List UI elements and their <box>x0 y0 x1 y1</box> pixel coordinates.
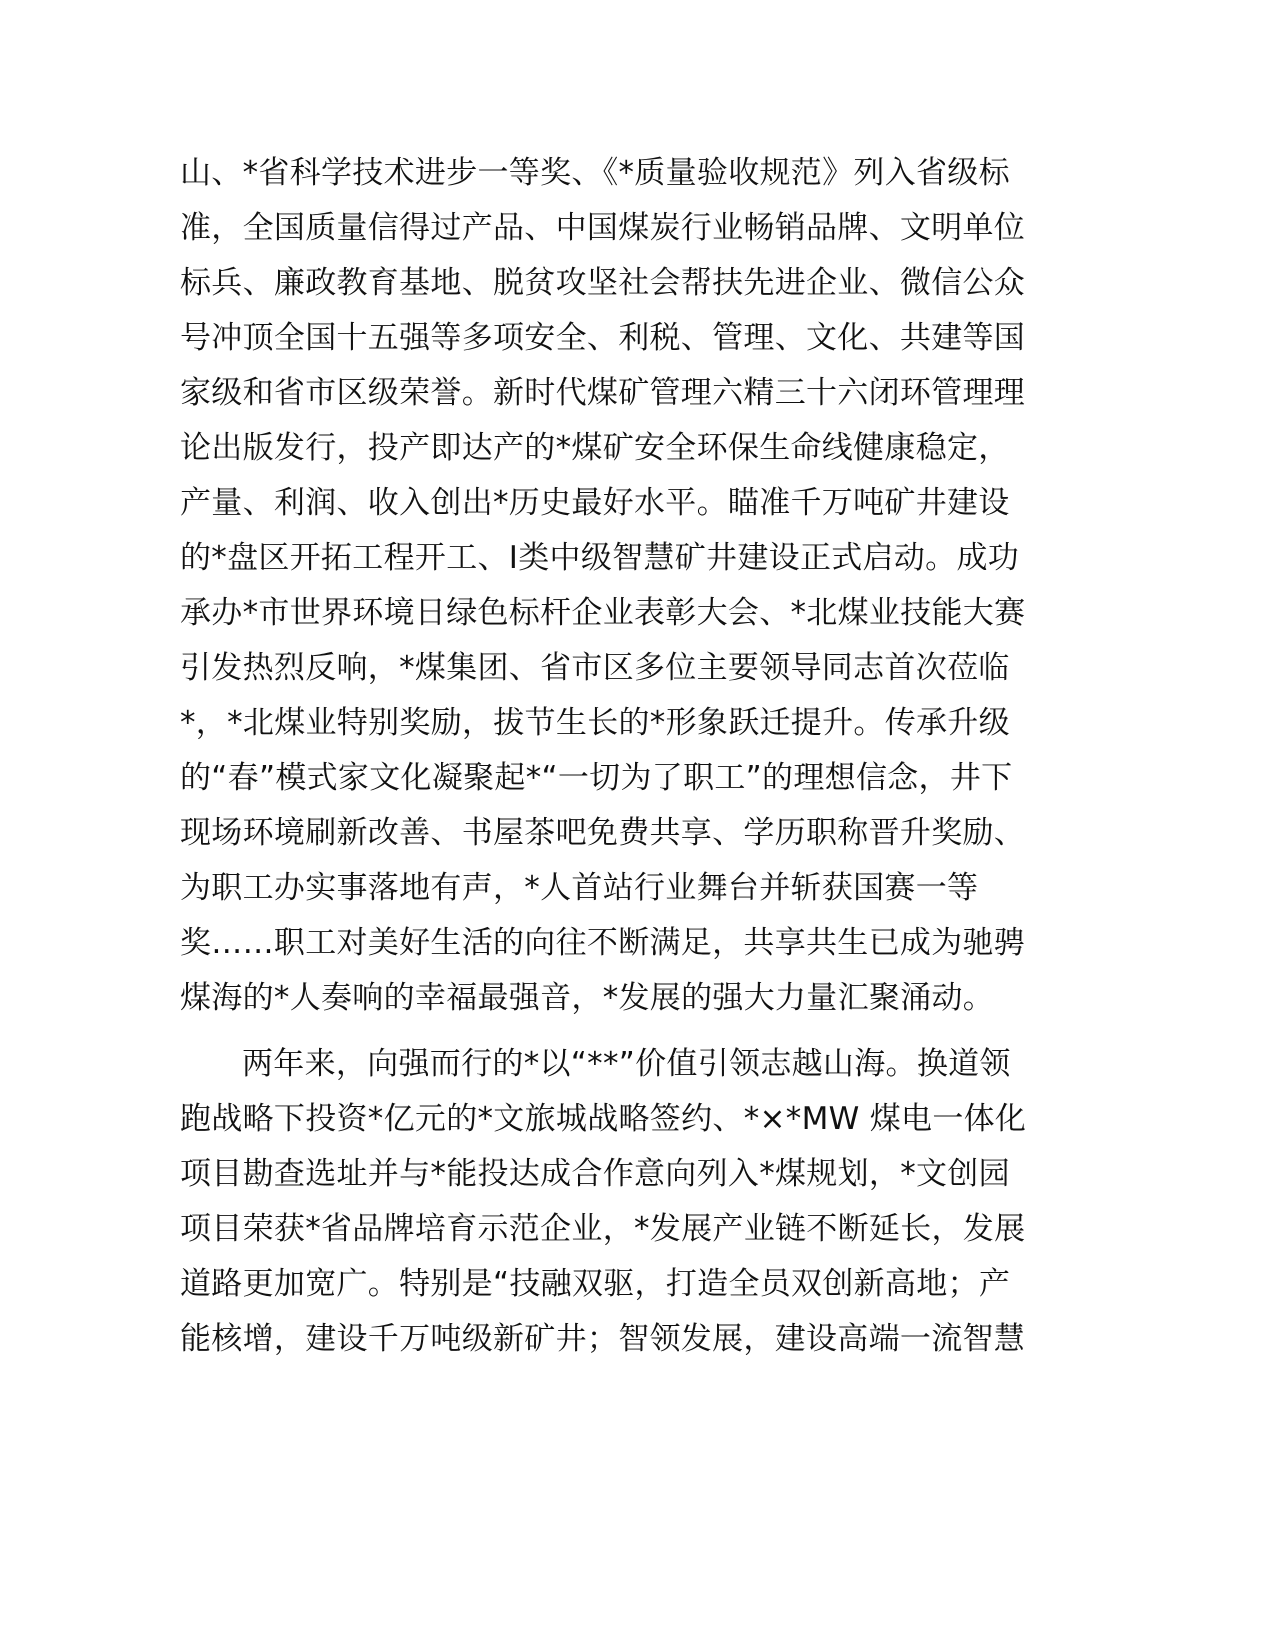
text-line: 道路更加宽广。特别是“技融双驱，打造全员双创新高地；产 <box>180 1266 1011 1302</box>
text-line-indented: 两年来，向强而行的*以“**”价值引领志越山海。换道领 <box>242 1046 1011 1082</box>
text-line: 跑战略下投资*亿元的*文旅城战略签约、*×*MW 煤电一体化 <box>180 1101 1027 1137</box>
paragraph-2 <box>180 1037 1040 1367</box>
text-line: 论出版发行，投产即达产的*煤矿安全环保生命线健康稳定， <box>180 430 1010 466</box>
text-line: 产量、利润、收入创出*历史最好水平。瞄准千万吨矿井建设 <box>180 485 1010 521</box>
text-line: 号冲顶全国十五强等多项安全、利税、管理、文化、共建等国 <box>180 320 1026 356</box>
text-line: 山、*省科学技术进步一等奖、《*质量验收规范》列入省级标 <box>180 155 1010 191</box>
document-body <box>180 146 1040 1367</box>
text-line: 家级和省市区级荣誉。新时代煤矿管理六精三十六闭环管理理 <box>180 375 1026 411</box>
text-line: 现场环境刷新改善、书屋茶吧免费共享、学历职称晋升奖励、 <box>180 815 1026 851</box>
text-line: 项目勘查选址并与*能投达成合作意向列入*煤规划，*文创园 <box>180 1156 1010 1192</box>
text-line: 的“春”模式家文化凝聚起*“一切为了职工”的理想信念，井下 <box>180 760 1013 796</box>
text-line: 引发热烈反响，*煤集团、省市区多位主要领导同志首次莅临 <box>180 650 1010 686</box>
text-line: 准，全国质量信得过产品、中国煤炭行业畅销品牌、文明单位 <box>180 210 1026 246</box>
text-line: 标兵、廉政教育基地、脱贫攻坚社会帮扶先进企业、微信公众 <box>180 265 1026 301</box>
text-line: *，*北煤业特别奖励，拔节生长的*形象跃迁提升。传承升级 <box>180 705 1010 741</box>
paragraph-spacer <box>180 1026 1040 1037</box>
text-line: 奖……职工对美好生活的向往不断满足，共享共生已成为驰骋 <box>180 925 1026 961</box>
text-line: 项目荣获*省品牌培育示范企业，*发展产业链不断延长，发展 <box>180 1211 1026 1247</box>
paragraph-1 <box>180 146 1040 1026</box>
text-line: 的*盘区开拓工程开工、I类中级智慧矿井建设正式启动。成功 <box>180 540 1020 576</box>
text-line: 煤海的*人奏响的幸福最强音，*发展的强大力量汇聚涌动。 <box>180 980 995 1016</box>
text-line: 承办*市世界环境日绿色标杆企业表彰大会、*北煤业技能大赛 <box>180 595 1026 631</box>
text-line: 为职工办实事落地有声，*人首站行业舞台并斩获国赛一等 <box>180 870 979 906</box>
text-line: 能核增，建设千万吨级新矿井；智领发展，建设高端一流智慧 <box>180 1321 1026 1357</box>
